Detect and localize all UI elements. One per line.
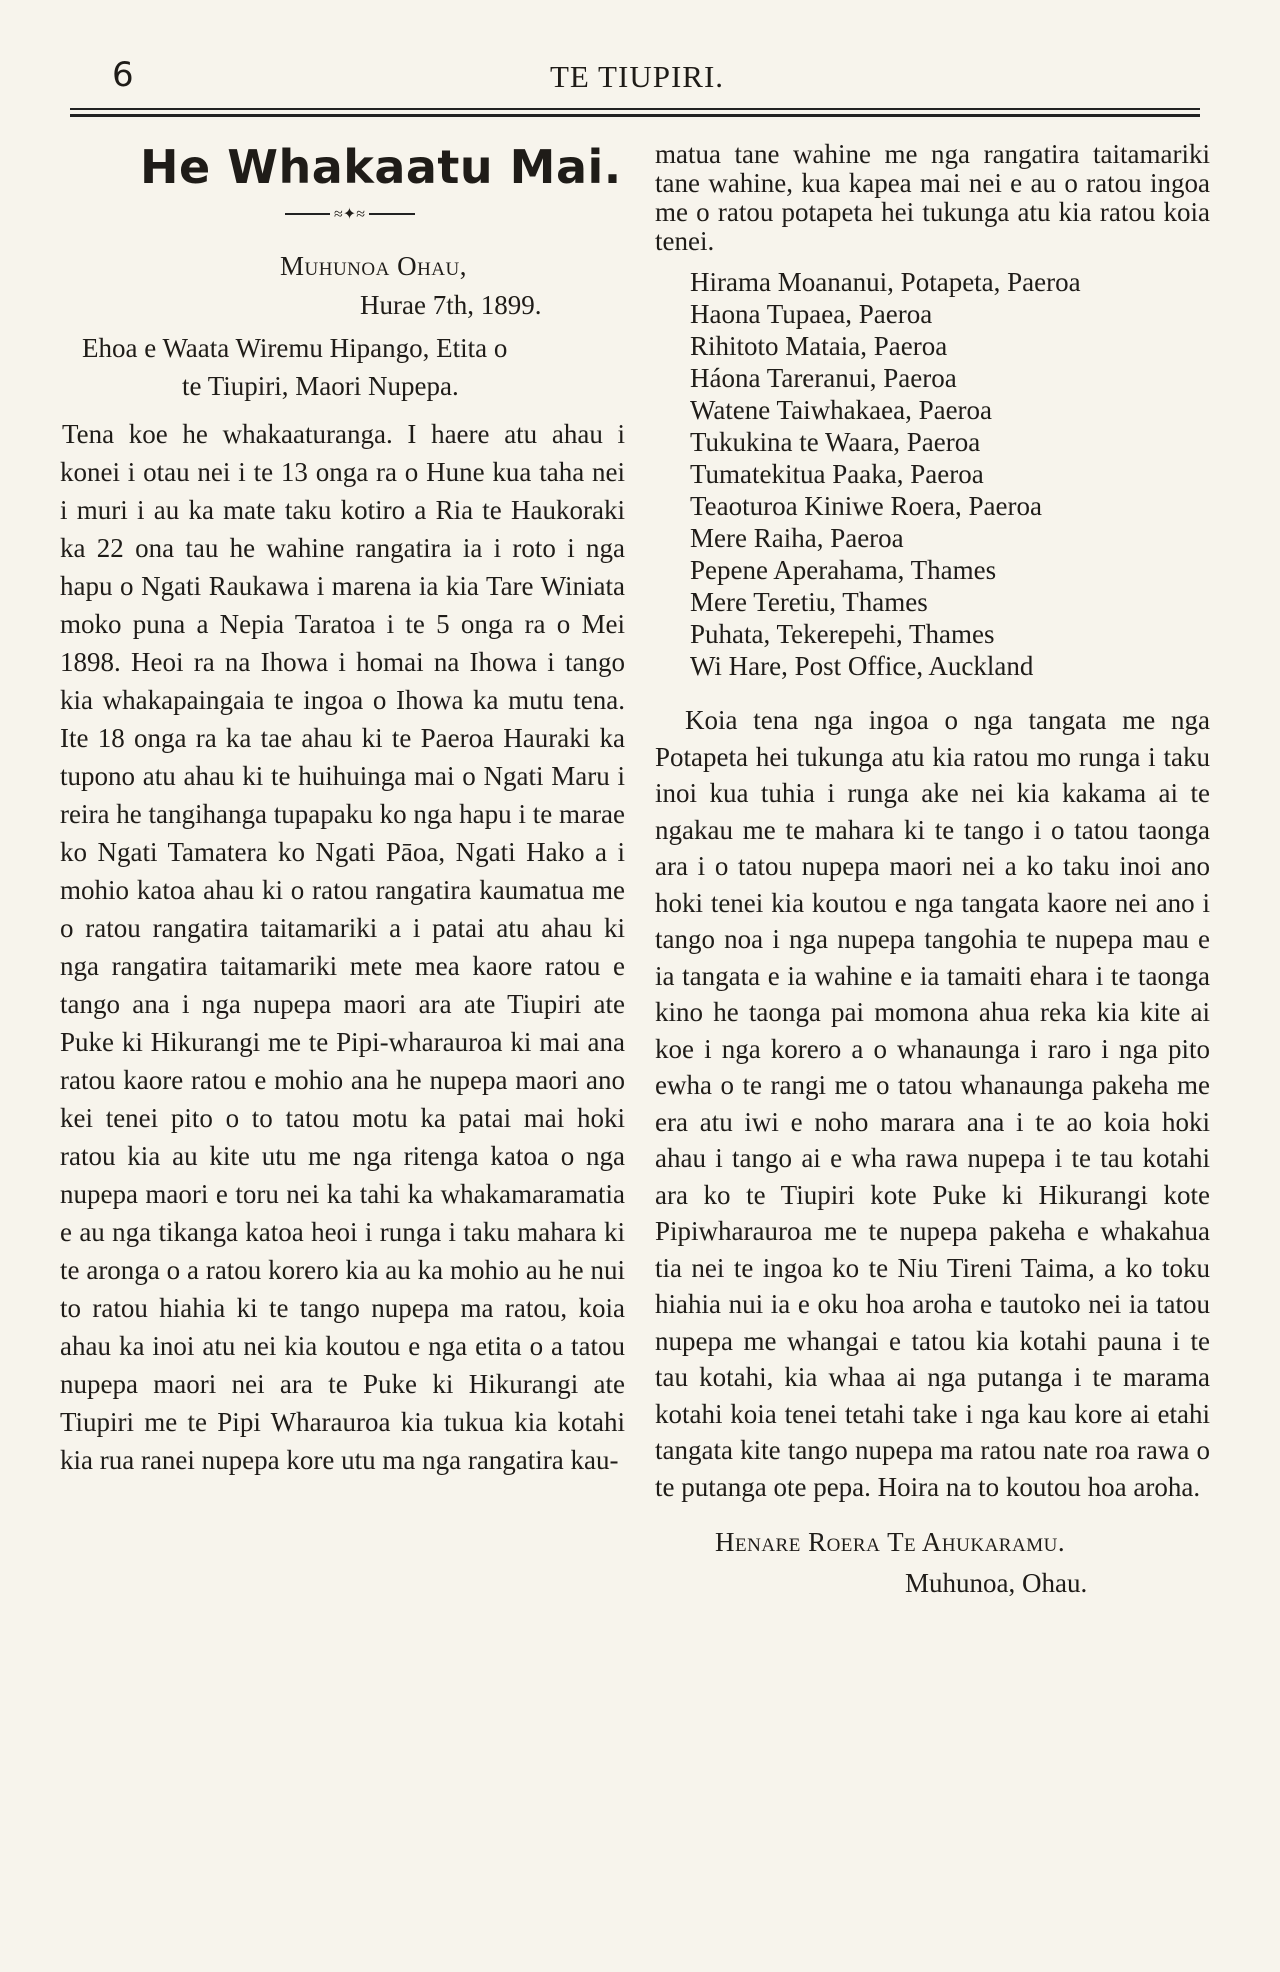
list-item: Tumatekitua Paaka, Paeroa	[690, 459, 984, 489]
address-line-1: Ehoa e Waata Wiremu Hipango, Etita o	[82, 333, 508, 364]
list-item: Hirama Moananui, Potapeta, Paeroa	[690, 267, 1081, 297]
signature-place: Muhunoa, Ohau.	[905, 1568, 1088, 1598]
letter-date: Hurae 7th, 1899.	[360, 290, 542, 321]
title-ornament	[285, 206, 415, 224]
ornament-flourish-icon: ≈✦≈	[330, 204, 369, 224]
left-column	[60, 140, 625, 1479]
list-item: Pepene Aperahama, Thames	[690, 555, 997, 585]
list-item: Teaoturoa Kiniwe Roera, Paeroa	[690, 491, 1042, 521]
article-title: He Whakaatu Mai.	[140, 140, 622, 194]
list-item: Rihitoto Mataia, Paeroa	[690, 331, 948, 361]
list-item: Tukukina te Waara, Paeroa	[690, 427, 981, 457]
list-item: Haona Tupaea, Paeroa	[690, 299, 933, 329]
header-rule-thick	[70, 114, 1200, 117]
letter-address	[82, 329, 625, 405]
names-list	[690, 266, 1210, 682]
list-item: Puhata, Tekerepehi, Thames	[690, 619, 995, 649]
list-item: Mere Teretiu, Thames	[690, 587, 928, 617]
letter-place: Muhunoa Ohau,	[280, 251, 467, 282]
letter-body-continued: matua tane wahine me nga rangatira taitamariki tane wahine, kua kapea mai nei e au o ratou ingoa me o ratou potapeta hei tukunga atu kia ratou koia tenei.	[655, 139, 1210, 256]
signature: Henare Roera Te Ahukaramu.	[715, 1527, 1066, 1557]
letter-body-right: Koia tena nga ingoa o nga tangata me nga Potapeta hei tukunga atu kia ratou mo runga i taku inoi kua tuhia i runga ake nei kia kakama ai te ngakau me te mahara ki te tango i o tatou taonga ara i o tatou nupepa maori nei a ko taku inoi ano hoki tenei kia koutou e nga tangata kaore nei ano i tango noa i nga nupepa tangohia te nupepa mau e ia tangata e ia wahine e ia tamaiti ehara i te taonga kino he taonga pai momona ahua reka kia kite ai koe i nga korero a o whanaunga i raro i nga pito ewha o te rangi me o tatou whanaunga pakeha me era atu iwi e noho marara ana i te ao koia hoki ahau i tango ai e wha rawa nupepa i te tau kotahi ara ko te Tiupiri kote Puke ki Hikurangi kote Pipiwharauroa me te nupepa pakeha e whakahua tia nei te ingoa ko te Niu Tireni Taima, a ko toku hiahia nui ia e oku hoa aroha e tautoko nei ia tatou nupepa me whangai e tatou kia kotahi pauna i te tau kotahi, kia whaa ai nga putanga i te marama kotahi koia tenei tetahi take i nga kau kore ai etahi tangata kite tango nupepa ma ratou nate roa rawa o te putanga ote pepa. Hoira na to koutou hoa aroha.	[655, 705, 1210, 1502]
list-item: Watene Taiwhakaea, Paeroa	[690, 395, 993, 425]
list-item: Háona Tareranui, Paeroa	[690, 363, 957, 393]
header-rule	[70, 108, 1200, 110]
address-line-2: te Tiupiri, Maori Nupepa.	[182, 371, 459, 402]
running-title: TE TIUPIRI.	[550, 59, 725, 94]
letter-body-left: Tena koe he whakaaturanga. I haere atu ahau i konei i otau nei i te 13 onga ra o Hune kua taha nei i muri i au ka mate taku kotiro a Ria te Haukoraki ka 22 ona tau he wahine rangatira ia i roto i nga hapu o Ngati Raukawa i marena ia kia Tare Winiata moko puna a Nepia Taratoa i te 5 onga ra o Mei 1898. Heoi ra na Ihowa i homai na Ihowa i tango kia whakapaingaia te ingoa o Ihowa ka mutu tena. Ite 18 onga ra ka tae ahau ki te Paeroa Hauraki ka tupono atu ahau ki te huihuinga mai o Ngati Maru i reira he tangihanga tupapaku ko nga hapu i te marae ko Ngati Tamatera ko Ngati Pāoa, Ngati Hako a i mohio katoa ahau ki o ratou rangatira kaumatua me o ratou rangatira taitamariki a i patai atu ahau ki nga rangatira taitamariki mete mea kaore ratou e tango ana i nga nupepa maori ara ate Tiupiri ate Puke ki Hikurangi me te Pipi-wharauroa ki mai ana ratou kaore ratou e mohio ana he nupepa maori ano kei tenei pito o to tatou motu ka patai mai hoki ratou kia au kite utu me nga ritenga katoa o nga nupepa maori e toru nei ka tahi ka whakamaramatia e au nga tikanga katoa heoi i runga i taku mahara ki te aronga o a ratou korero kia au ka mohio au he nui to ratou hiahia ki te tango nupepa ma ratou, koia ahau ka inoi atu nei kia koutou e nga etita o a tatou nupepa maori nei ara te Puke ki Hikurangi ate Tiupiri me te Pipi Wharauroa kia tukua kia kotahi kia rua ranei nupepa kore utu ma nga rangatira kau-	[60, 419, 625, 1476]
list-item: Wi Hare, Post Office, Auckland	[690, 651, 1034, 681]
page-header	[70, 55, 1200, 115]
list-item: Mere Raiha, Paeroa	[690, 523, 904, 553]
right-column	[655, 140, 1210, 1599]
page-number: 6	[112, 55, 134, 95]
